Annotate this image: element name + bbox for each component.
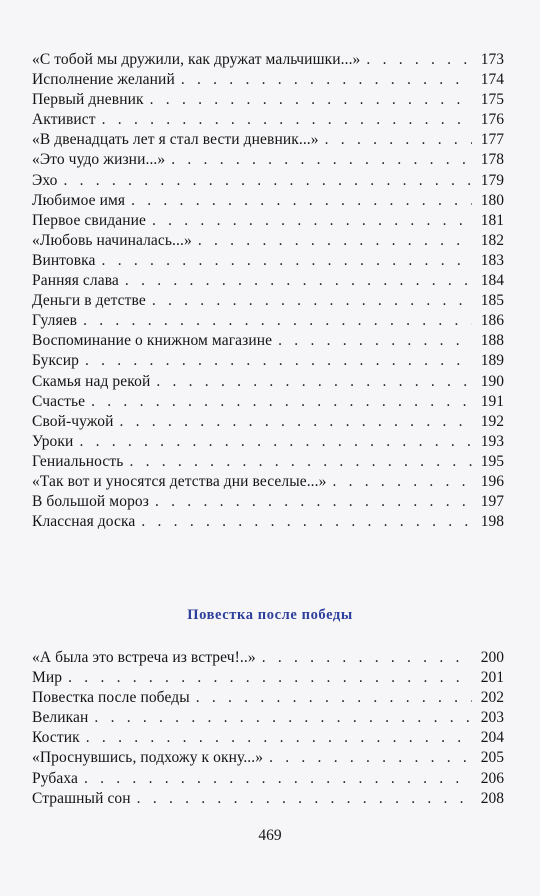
toc-entry-page: 176 (480, 111, 504, 129)
toc-entry-title: «А была это встреча из встреч!..» (32, 649, 256, 666)
toc-entry-page: 196 (480, 472, 504, 490)
toc-dot-leader (68, 668, 472, 688)
toc-entry (32, 412, 504, 432)
toc-dot-leader (150, 90, 472, 110)
toc-dot-leader (85, 351, 472, 371)
toc-dot-leader (171, 150, 472, 170)
toc-entry (32, 668, 504, 688)
toc-dot-leader (269, 748, 472, 768)
toc-dot-leader (262, 648, 472, 668)
toc-entry-page: 198 (480, 513, 504, 531)
toc-entry (32, 90, 504, 110)
toc-dot-leader (141, 512, 472, 532)
toc-entry (32, 688, 504, 708)
toc-entry-page: 206 (480, 769, 504, 787)
toc-list-section-1 (32, 50, 504, 532)
toc-dot-leader (156, 372, 472, 392)
page-number: 469 (258, 827, 282, 844)
toc-entry-page: 188 (480, 332, 504, 350)
toc-entry (32, 472, 504, 492)
toc-entry (32, 70, 504, 90)
toc-entry-page: 185 (480, 292, 504, 310)
toc-entry-page: 191 (480, 392, 504, 410)
toc-entry (32, 311, 504, 331)
toc-entry-title: Ранняя слава (32, 272, 119, 290)
toc-entry (32, 708, 504, 728)
toc-entry-page: 183 (480, 251, 504, 269)
toc-entry (32, 432, 504, 452)
toc-entry (32, 512, 504, 532)
toc-entry (32, 191, 504, 211)
toc-entry-title: Любимое имя (32, 191, 126, 209)
toc-entry-title: Буксир (32, 352, 79, 370)
toc-entry-title: Повестка после победы (32, 689, 190, 707)
toc-entry-page: 204 (480, 729, 504, 747)
toc-dot-leader (86, 728, 472, 748)
toc-dot-leader (129, 452, 472, 472)
toc-entry-title: «Проснувшись, подхожу к окну...» (32, 749, 264, 767)
toc-entry-title: Костик (32, 729, 80, 747)
toc-entry-title: Гуляев (32, 312, 78, 330)
toc-dot-leader (102, 110, 472, 130)
toc-entry (32, 452, 504, 472)
toc-dot-leader (84, 769, 472, 789)
toc-dot-leader (119, 412, 472, 432)
toc-entry-title: Первый дневник (32, 91, 144, 109)
toc-entry-page: 174 (480, 71, 504, 89)
toc-dot-leader (332, 472, 472, 492)
toc-entry (32, 110, 504, 130)
toc-entry-page: 182 (480, 231, 504, 249)
toc-entry-title: Великан (32, 709, 89, 727)
toc-entry-title: «Так вот и уносятся детства дни веселые...» (32, 472, 327, 490)
toc-entry-title: Классная доска (32, 513, 136, 531)
toc-entry-title: Воспоминание о книжном магазине (32, 332, 273, 350)
toc-entry (32, 291, 504, 311)
toc-entry-page: 184 (480, 272, 504, 290)
toc-entry-title: Скамья над рекой (32, 372, 151, 390)
toc-entry-title: Гениальность (32, 452, 124, 470)
toc-entry (32, 351, 504, 371)
section-heading: Повестка после победы (187, 607, 353, 623)
toc-entry (32, 648, 504, 668)
toc-dot-leader (152, 291, 472, 311)
toc-entry-title: Свой-чужой (32, 412, 114, 430)
toc-entry-page: 175 (480, 91, 504, 109)
toc-entry-page: 177 (480, 131, 504, 149)
toc-dot-leader (137, 789, 472, 809)
toc-entry (32, 331, 504, 351)
toc-dot-leader (325, 130, 472, 150)
toc-entry-page: 201 (480, 669, 504, 687)
toc-dot-leader (83, 311, 472, 331)
toc-entry-title: Уроки (32, 432, 74, 450)
toc-entry-title: Исполнение желаний (32, 71, 175, 89)
toc-entry-page: 189 (480, 352, 504, 370)
toc-entry (32, 271, 504, 291)
toc-entry-page: 200 (480, 649, 504, 666)
toc-dot-leader (278, 331, 472, 351)
toc-entry-title: Страшный сон (32, 789, 131, 807)
toc-entry-page: 179 (480, 171, 504, 189)
toc-entry-page: 202 (480, 689, 504, 707)
toc-entry-title: «С тобой мы дружили, как дружат мальчишки...» (32, 51, 361, 68)
toc-dot-leader (94, 708, 472, 728)
toc-entry-title: Активист (32, 111, 96, 129)
toc-entry-page: 178 (480, 151, 504, 169)
toc-entry-page: 186 (480, 312, 504, 330)
toc-dot-leader (181, 70, 472, 90)
toc-list-section-2 (32, 648, 504, 809)
toc-entry (32, 789, 504, 809)
toc-entry-title: Винтовка (32, 251, 96, 269)
toc-entry-title: «В двенадцать лет я стал вести дневник...» (32, 131, 319, 149)
toc-entry-page: 203 (480, 709, 504, 727)
toc-entry-page: 205 (480, 749, 504, 767)
toc-entry-page: 181 (480, 211, 504, 229)
toc-dot-leader (198, 231, 472, 251)
toc-entry-page: 190 (480, 372, 504, 390)
toc-entry (32, 171, 504, 191)
toc-entry-title: Эхо (32, 171, 58, 189)
toc-entry-title: Деньги в детстве (32, 292, 146, 310)
toc-entry-page: 180 (480, 191, 504, 209)
toc-entry-title: В большой мороз (32, 493, 149, 511)
toc-entry-title: Первое свидание (32, 211, 146, 229)
toc-entry-title: Мир (32, 669, 63, 687)
toc-entry-page: 193 (480, 432, 504, 450)
toc-entry (32, 748, 504, 768)
toc-entry (32, 150, 504, 170)
toc-entry-page: 173 (480, 51, 504, 68)
toc-entry (32, 50, 504, 70)
toc-entry (32, 769, 504, 789)
toc-entry-title: Счастье (32, 392, 86, 410)
toc-dot-leader (152, 211, 472, 231)
toc-entry-page: 208 (480, 789, 504, 807)
toc-dot-leader (63, 171, 472, 191)
toc-dot-leader (155, 492, 472, 512)
toc-entry-title: «Любовь начиналась...» (32, 231, 192, 249)
toc-entry (32, 392, 504, 412)
toc-entry-title: Рубаха (32, 769, 78, 787)
toc-entry-title: «Это чудо жизни...» (32, 151, 166, 169)
toc-dot-leader (196, 688, 472, 708)
toc-entry (32, 130, 504, 150)
toc-dot-leader (102, 251, 472, 271)
toc-entry-page: 192 (480, 412, 504, 430)
toc-entry-page: 195 (480, 452, 504, 470)
toc-dot-leader (366, 50, 472, 70)
toc-dot-leader (131, 191, 472, 211)
toc-dot-leader (125, 271, 472, 291)
toc-entry (32, 372, 504, 392)
toc-entry (32, 231, 504, 251)
toc-dot-leader (91, 392, 472, 412)
toc-entry (32, 492, 504, 512)
toc-entry (32, 211, 504, 231)
toc-entry (32, 728, 504, 748)
toc-entry-page: 197 (480, 493, 504, 511)
toc-entry (32, 251, 504, 271)
toc-dot-leader (79, 432, 472, 452)
